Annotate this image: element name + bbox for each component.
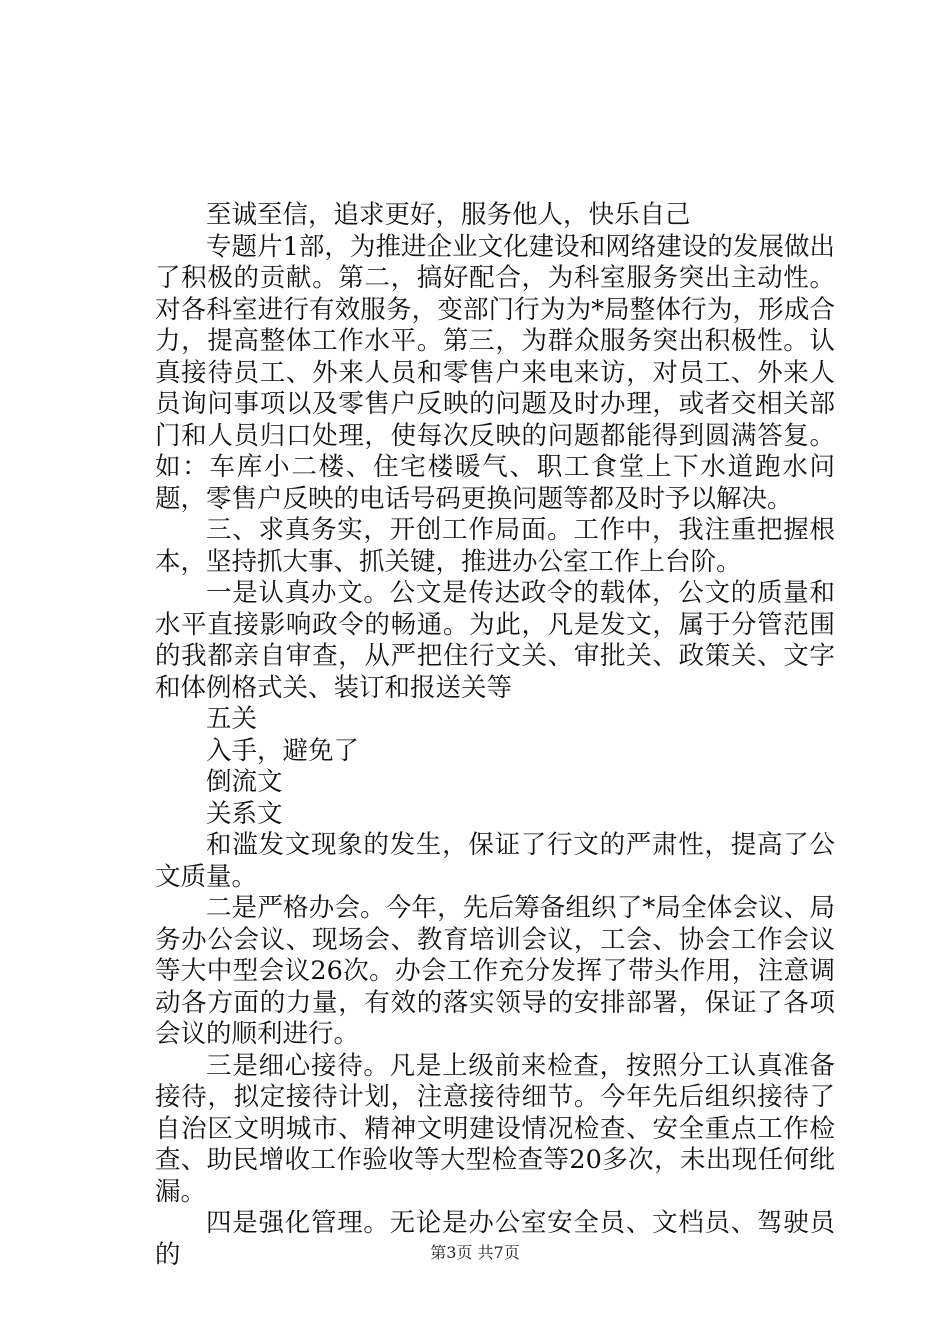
paragraph-section-three: 三、求真务实，开创工作局面。工作中，我注重把握根本，坚持抓大事、抓关键，推进办公室工作上台阶。 — [155, 515, 835, 577]
paragraph-quality: 和滥发文现象的发生，保证了行文的严肃性，提高了公文质量。 — [155, 830, 835, 892]
paragraph-reception: 三是细心接待。凡是上级前来检查，按照分工认真准备接待，拟定接待计划，注意接待细节。今年先后组织接待了自治区文明城市、精神文明建设情况检查、安全重点工作检查、助民增收工作验收等大型检查等20多次，未出现任何纰漏。 — [155, 1050, 835, 1207]
paragraph-relation-docs: 关系文 — [206, 798, 283, 829]
paragraph-documents: 一是认真办文。公文是传达政令的载体，公文的质量和水平直接影响政令的畅通。为此，凡是发文，属于分管范围的我都亲自审查，从严把住行文关、审批关、政策关、文字和体例格式关、装订和报送关等 — [155, 578, 835, 703]
paragraph-service: 专题片1部，为推进企业文化建设和网络建设的发展做出了积极的贡献。第二，搞好配合，为科室服务突出主动性。对各科室进行有效服务，变部门行为为*局整体行为，形成合力，提高整体工作水平。第三，为群众服务突出积极性。认真接待员工、外来人员和零售户来电来访，对员工、外来人员询问事项以及零售户反映的问题及时办理，或者交相关部门和人员归口处理，使每次反映的问题都能得到圆满答复。如：车库小二楼、住宅楼暖气、职工食堂上下水道跑水问题，零售户反映的电话号码更换问题等都及时予以解决。 — [155, 231, 835, 514]
page-footer: 第3页 共7页 — [430, 1243, 520, 1262]
document-body — [155, 200, 835, 1271]
paragraph-meetings: 二是严格办会。今年，先后筹备组织了*局全体会议、局务办公会议、现场会、教育培训会议，工会、协会工作会议等大中型会议26次。办会工作充分发挥了带头作用，注意调动各方面的力量，有效的落实领导的安排部署，保证了各项会议的顺利进行。 — [155, 893, 835, 1049]
paragraph-five-checks: 五关 — [206, 704, 258, 734]
paragraph-avoid: 入手，避免了 — [206, 735, 360, 766]
paragraph-management: 四是强化管理。无论是办公室安全员、文档员、驾驶员的 — [155, 1208, 835, 1270]
paragraph-backflow-docs: 倒流文 — [206, 767, 283, 797]
paragraph-motto: 至诚至信，追求更好，服务他人，快乐自己 — [206, 200, 691, 230]
